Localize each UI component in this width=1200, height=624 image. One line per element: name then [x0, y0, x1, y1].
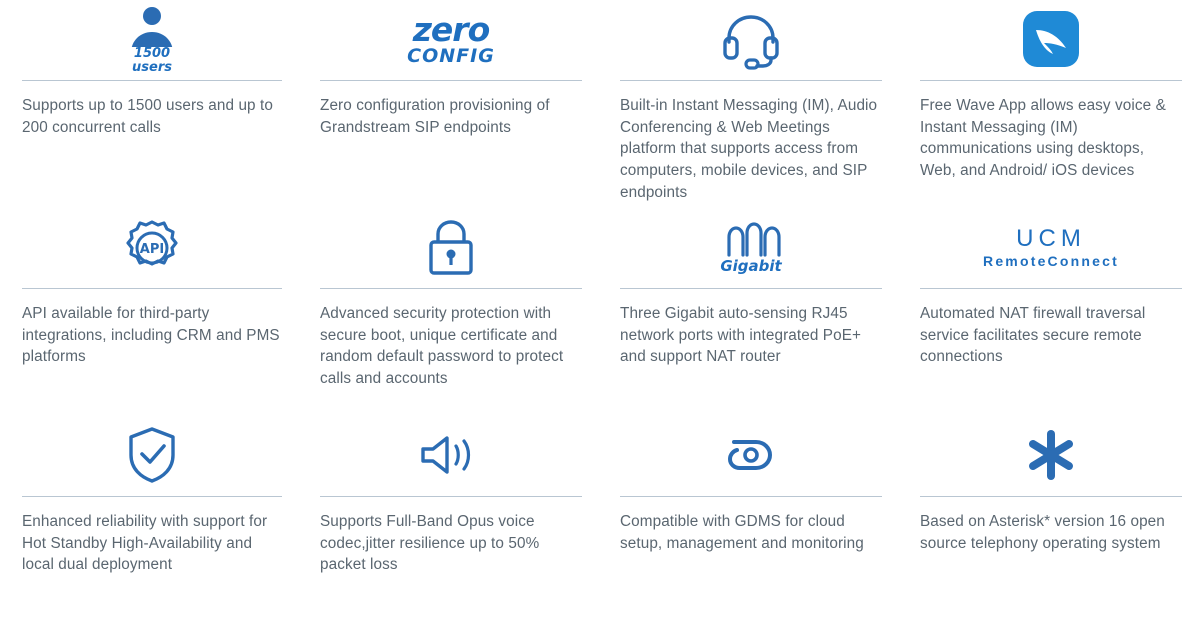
- card-divider: [920, 288, 1182, 289]
- wave-app-icon: [920, 0, 1182, 80]
- feature-card-zero-config: [300, 0, 600, 208]
- gigabit-label: Gigabit: [720, 257, 782, 275]
- users-capacity-badge: 1500 users: [132, 46, 172, 75]
- speaker-sound-icon: [320, 416, 582, 496]
- feature-text: Supports Full-Band Opus voice codec,jitter resilience up to 50% packet loss: [320, 513, 540, 574]
- feature-text: Advanced security protection with secure boot, unique certificate and random default password to protect calls and accounts: [320, 305, 564, 388]
- card-divider: [620, 80, 882, 81]
- headset-icon: [620, 0, 882, 80]
- feature-card-reliability: [0, 416, 300, 624]
- zero-config-logo-top: zero: [412, 9, 490, 49]
- card-divider: [620, 288, 882, 289]
- feature-card-asterisk: [900, 416, 1200, 624]
- feature-card-api: [0, 208, 300, 416]
- card-divider: [920, 80, 1182, 81]
- feature-text: Supports up to 1500 users and up to 200 concurrent calls: [22, 97, 273, 136]
- feature-text: Three Gigabit auto-sensing RJ45 network ports with integrated PoE+ and support NAT router: [620, 305, 862, 366]
- api-gear-icon: [22, 208, 282, 288]
- feature-card-gdms: [600, 416, 900, 624]
- card-divider: [22, 80, 282, 81]
- feature-text: Enhanced reliability with support for Hot Standby High-Availability and local dual deployment: [22, 513, 268, 574]
- api-gear-label: API: [139, 242, 165, 257]
- card-divider: [320, 288, 582, 289]
- card-divider: [320, 496, 582, 497]
- feature-text: Automated NAT firewall traversal service facilitates secure remote connections: [920, 305, 1146, 366]
- feature-text: Based on Asterisk* version 16 open source telephony operating system: [920, 513, 1165, 552]
- feature-card-security: [300, 208, 600, 416]
- gigabit-ports-icon: [620, 208, 882, 288]
- card-divider: [920, 496, 1182, 497]
- feature-card-remoteconnect: [900, 208, 1200, 416]
- feature-card-gigabit: [600, 208, 900, 416]
- padlock-icon: [320, 208, 582, 288]
- feature-card-wave-app: [900, 0, 1200, 208]
- feature-text: Zero configuration provisioning of Grandstream SIP endpoints: [320, 97, 550, 136]
- feature-text: Built-in Instant Messaging (IM), Audio Conferencing & Web Meetings platform that supports access from computers, mobile devices, and SIP endpoints: [620, 97, 878, 201]
- users-capacity-icon: [22, 0, 282, 80]
- zero-config-logo-bottom: CONFIG: [407, 44, 495, 67]
- card-divider: [22, 288, 282, 289]
- ucm-logo-bottom: RemoteConnect: [983, 252, 1119, 269]
- card-divider: [620, 496, 882, 497]
- feature-text: Free Wave App allows easy voice & Instant Messaging (IM) communications using desktops, Web, and Android/ iOS devices: [920, 97, 1166, 180]
- shield-check-icon: [22, 416, 282, 496]
- feature-card-opus-codec: [300, 416, 600, 624]
- ucm-remoteconnect-logo: [920, 208, 1182, 288]
- feature-text: Compatible with GDMS for cloud setup, management and monitoring: [620, 513, 864, 552]
- ucm-logo-top: UCM: [1016, 225, 1086, 253]
- feature-card-messaging: [600, 0, 900, 208]
- gdms-cloud-icon: [620, 416, 882, 496]
- asterisk-icon: [920, 416, 1182, 496]
- feature-card-users-capacity: [0, 0, 300, 208]
- feature-text: API available for third-party integrations, including CRM and PMS platforms: [22, 305, 280, 366]
- zero-config-logo: [320, 0, 582, 80]
- card-divider: [320, 80, 582, 81]
- card-divider: [22, 496, 282, 497]
